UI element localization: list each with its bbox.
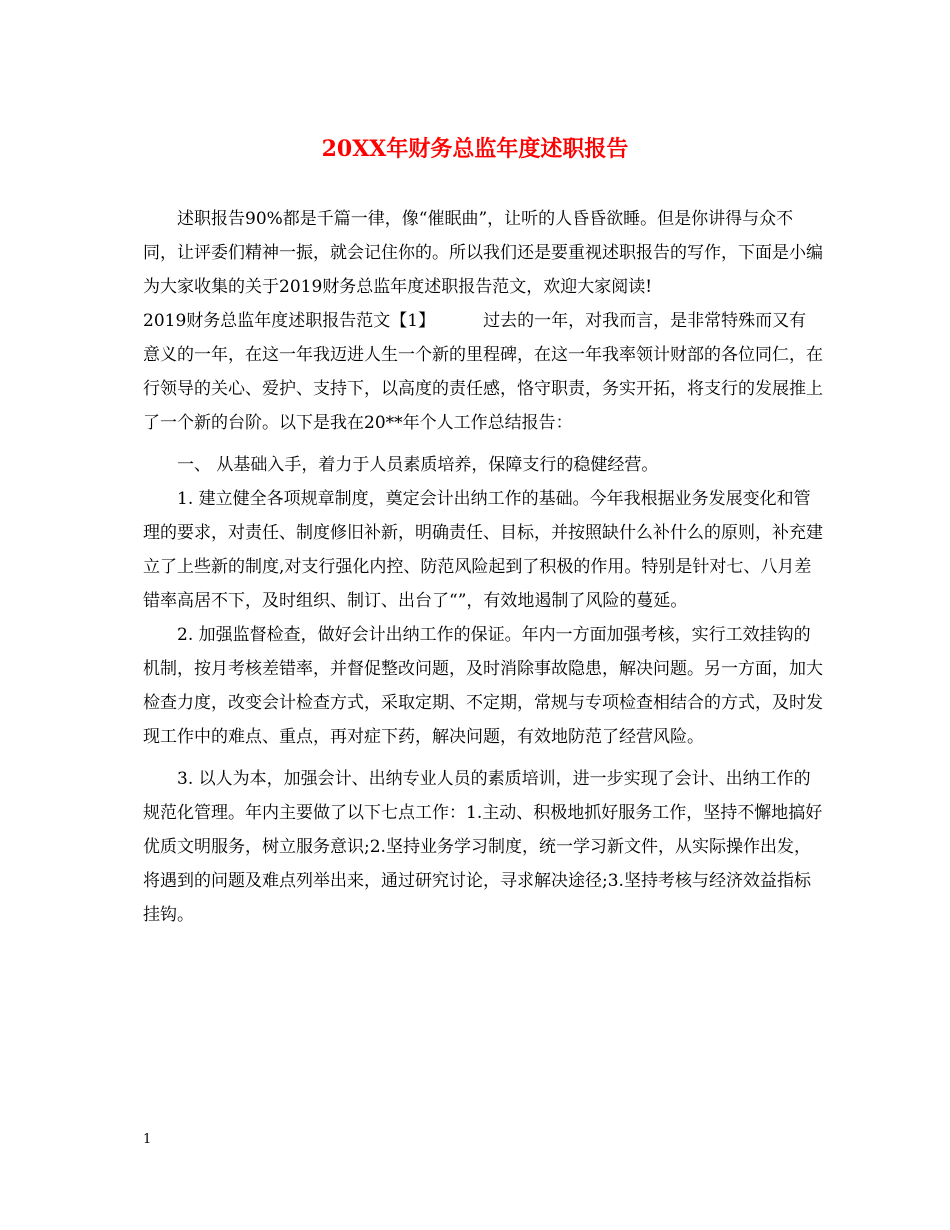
page-number: 1 [143, 1132, 152, 1147]
sample-heading: 2019财务总监年度述职报告范文【1】 [143, 311, 436, 331]
numbered-item-three: 3. 以人为本，加强会计、出纳专业人员的素质培训，进一步实现了会计、出纳工作的规范化管理。年内主要做了以下七点工作：1.主动、积极地抓好服务工作，坚持不懈地搞好优质文明服务，树立服务意识;2.坚持业务学习制度，统一学习新文件，从实际操作出发，将遇到的问题及难点列举出来，通过研究讨论，寻求解决途径;3.坚持考核与经济效益指标挂钩。 [143, 769, 823, 925]
page-title: 20XX年财务总监年度述职报告 [321, 136, 629, 162]
intro-paragraph: 述职报告90%都是千篇一律，像“催眠曲”，让听的人昏昏欲睡。但是你讲得与众不同，让评委们精神一振，就会记住你的。所以我们还是要重视述职报告的写作，下面是小编为大家收集的关于2019财务总监年度述职报告范文，欢迎大家阅读! [143, 209, 823, 297]
sample-paragraph [143, 304, 823, 440]
sample-opening: 过去的一年，对我而言，是非常特殊而又有意义的一年，在这一年我迈进人生一个新的里程碑，在这一年我率领计财部的各位同仁，在行领导的关心、爱护、支持下，以高度的责任感，恪守职责，务实开拓，将支行的发展推上了一个新的台阶。以下是我在20**年个人工作总结报告： [143, 311, 823, 433]
numbered-item-two: 2. 加强监督检查，做好会计出纳工作的保证。年内一方面加强考核，实行工效挂钩的机制，按月考核差错率，并督促整改问题，及时消除事故隐患，解决问题。另一方面，加大检查力度，改变会计检查方式，采取定期、不定期，常规与专项检查相结合的方式，及时发现工作中的难点、重点，再对症下药，解决问题，有效地防范了经营风险。 [143, 625, 823, 747]
document-body [143, 202, 823, 932]
numbered-item-one: 1. 建立健全各项规章制度，奠定会计出纳工作的基础。今年我根据业务发展变化和管理的要求，对责任、制度修旧补新，明确责任、目标，并按照缺什么补什么的原则，补充建立了上些新的制度,对支行强化内控、防范风险起到了积极的作用。特别是针对七、八月差错率高居不下，及时组织、制订、出台了“”，有效地遏制了风险的蔓延。 [143, 489, 823, 611]
section-heading-one: 一、 从基础入手，着力于人员素质培养，保障支行的稳健经营。 [177, 455, 659, 475]
